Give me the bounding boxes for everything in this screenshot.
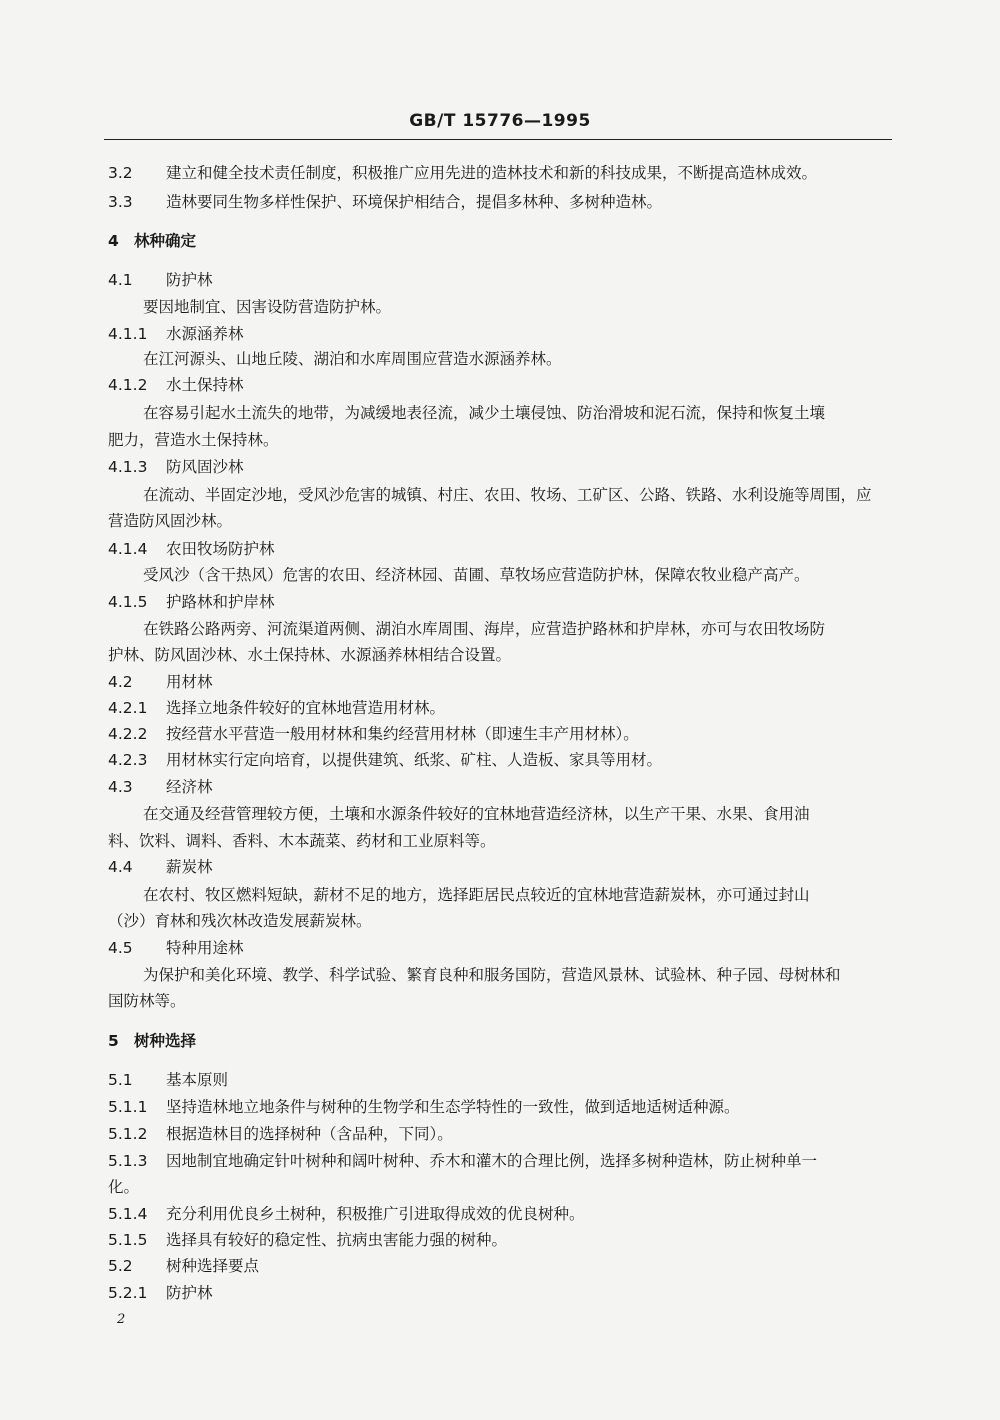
- paragraph-line: 为保护和美化环境、教学、科学试验、繁育良种和服务国防，营造风景林、试验林、种子园、母树林和: [143, 966, 841, 984]
- clause-text: 基本原则: [166, 1071, 229, 1089]
- clause-4-1-5: [108, 590, 275, 612]
- clause-text: 建立和健全技术责任制度，积极推广应用先进的造林技术和新的科技成果，不断提高造林成效。: [166, 164, 818, 182]
- paragraph-line: 料、饮料、调料、香料、木本蔬菜、药材和工业原料等。: [108, 832, 496, 850]
- clause-number: 5.1.2: [108, 1125, 148, 1143]
- clause-text: 根据造林目的选择树种（含品种，下同）。: [166, 1125, 453, 1143]
- paragraph-line: 在交通及经营管理较方便，土壤和水源条件较好的宜林地营造经济林，以生产干果、水果、食用油: [143, 805, 810, 823]
- section-number: 4: [108, 232, 119, 250]
- paragraph-line: 营造防风固沙林。: [108, 512, 233, 530]
- clause-5-2-1: [108, 1281, 213, 1303]
- clause-number: 4.2.2: [108, 725, 148, 743]
- section-title: 树种选择: [134, 1032, 197, 1050]
- standard-number-header: GB/T 15776—1995: [409, 111, 591, 131]
- clause-4-2-3: [108, 748, 662, 770]
- clause-text: 充分利用优良乡土树种，积极推广引进取得成效的优良树种。: [166, 1205, 585, 1223]
- clause-5-1-1: [108, 1095, 740, 1117]
- clause-4-2: [108, 670, 213, 692]
- clause-number: 4.4: [108, 858, 133, 876]
- clause-text: 水土保持林: [166, 376, 244, 394]
- clause-number: 4.1.3: [108, 458, 148, 476]
- clause-text: 防护林: [166, 271, 213, 289]
- clause-5-1-5: [108, 1228, 507, 1250]
- clause-4-4: [108, 855, 213, 877]
- clause-text: 坚持造林地立地条件与树种的生物学和生态学特性的一致性，做到适地适树适种源。: [166, 1098, 740, 1116]
- clause-number: 5.1.1: [108, 1098, 148, 1116]
- clause-text: 树种选择要点: [166, 1257, 260, 1275]
- clause-number: 4.2.3: [108, 751, 148, 769]
- clause-4-2-2: [108, 722, 639, 744]
- clause-text: 用材林: [166, 673, 213, 691]
- section-number: 5: [108, 1032, 119, 1050]
- clause-5-2: [108, 1254, 259, 1276]
- section-heading-5: [108, 1029, 196, 1051]
- clause-number: 5.2.1: [108, 1284, 148, 1302]
- clause-number: 5.2: [108, 1257, 133, 1275]
- clause-4-1-4: [108, 537, 275, 559]
- clause-text: 农田牧场防护林: [166, 540, 275, 558]
- clause-text: 经济林: [166, 778, 213, 796]
- clause-3-3: [108, 190, 662, 212]
- section-heading-4: [108, 229, 196, 251]
- clause-4-1: [108, 268, 213, 290]
- paragraph-line: 在容易引起水土流失的地带，为减缓地表径流，减少土壤侵蚀、防治滑坡和泥石流，保持和恢复土壤: [143, 404, 826, 422]
- clause-3-2: [108, 161, 817, 183]
- clause-4-1-3: [108, 455, 244, 477]
- clause-number: 5.1: [108, 1071, 133, 1089]
- page-number: 2: [117, 1312, 126, 1327]
- section-title: 林种确定: [134, 232, 197, 250]
- header-rule: [104, 139, 892, 140]
- clause-text: 薪炭林: [166, 858, 213, 876]
- clause-number: 5.1.4: [108, 1205, 148, 1223]
- clause-4-5: [108, 936, 244, 958]
- clause-number: 3.3: [108, 193, 133, 211]
- clause-number: 4.1.1: [108, 325, 148, 343]
- clause-number: 4.1.5: [108, 593, 148, 611]
- paragraph-line: （沙）育林和残次林改造发展薪炭林。: [108, 912, 372, 930]
- clause-number: 4.1.4: [108, 540, 148, 558]
- clause-number: 4.1: [108, 271, 133, 289]
- clause-text: 造林要同生物多样性保护、环境保护相结合，提倡多林种、多树种造林。: [166, 193, 663, 211]
- paragraph-line: 受风沙（含干热风）危害的农田、经济林园、苗圃、草牧场应营造防护林，保障农牧业稳产高产。: [143, 566, 810, 584]
- clause-4-3: [108, 775, 213, 797]
- clause-5-1-2: [108, 1122, 453, 1144]
- paragraph-line: 国防林等。: [108, 992, 186, 1010]
- clause-5-1-3: [108, 1149, 817, 1171]
- clause-text: 防风固沙林: [166, 458, 244, 476]
- clause-text: 因地制宜地确定针叶树种和阔叶树种、乔木和灌木的合理比例，选择多树种造林，防止树种单一: [166, 1152, 818, 1170]
- paragraph-line: 在江河源头、山地丘陵、湖泊和水库周围应营造水源涵养林。: [143, 350, 562, 368]
- paragraph-line: 在农村、牧区燃料短缺，薪材不足的地方，选择距居民点较近的宜林地营造薪炭林，亦可通过封山: [143, 886, 810, 904]
- paragraph-line: 化。: [108, 1178, 140, 1196]
- paragraph-line: 在铁路公路两旁、河流渠道两侧、湖泊水库周围、海岸，应营造护路林和护岸林，亦可与农田牧场防: [143, 620, 826, 638]
- paragraph-line: 护林、防风固沙林、水土保持林、水源涵养林相结合设置。: [108, 646, 512, 664]
- clause-text: 选择立地条件较好的宜林地营造用材林。: [166, 699, 446, 717]
- clause-number: 4.1.2: [108, 376, 148, 394]
- clause-number: 4.2: [108, 673, 133, 691]
- clause-text: 按经营水平营造一般用材林和集约经营用材林（即速生丰产用材林）。: [166, 725, 639, 743]
- clause-text: 特种用途林: [166, 939, 244, 957]
- clause-number: 5.1.5: [108, 1231, 148, 1249]
- clause-number: 4.2.1: [108, 699, 148, 717]
- clause-5-1-4: [108, 1202, 585, 1224]
- clause-5-1: [108, 1068, 228, 1090]
- clause-text: 水源涵养林: [166, 325, 244, 343]
- clause-text: 用材林实行定向培育，以提供建筑、纸浆、矿柱、人造板、家具等用材。: [166, 751, 663, 769]
- clause-4-1-1: [108, 322, 244, 344]
- clause-text: 护路林和护岸林: [166, 593, 275, 611]
- paragraph-line: 要因地制宜、因害设防营造防护林。: [143, 298, 392, 316]
- paragraph-line: 肥力，营造水土保持林。: [108, 431, 279, 449]
- clause-4-2-1: [108, 696, 445, 718]
- clause-number: 4.5: [108, 939, 133, 957]
- clause-number: 4.3: [108, 778, 133, 796]
- clause-number: 5.1.3: [108, 1152, 148, 1170]
- clause-text: 选择具有较好的稳定性、抗病虫害能力强的树种。: [166, 1231, 508, 1249]
- paragraph-line: 在流动、半固定沙地，受风沙危害的城镇、村庄、农田、牧场、工矿区、公路、铁路、水利设施等周围，应: [143, 486, 872, 504]
- clause-text: 防护林: [166, 1284, 213, 1302]
- clause-number: 3.2: [108, 164, 133, 182]
- clause-4-1-2: [108, 373, 244, 395]
